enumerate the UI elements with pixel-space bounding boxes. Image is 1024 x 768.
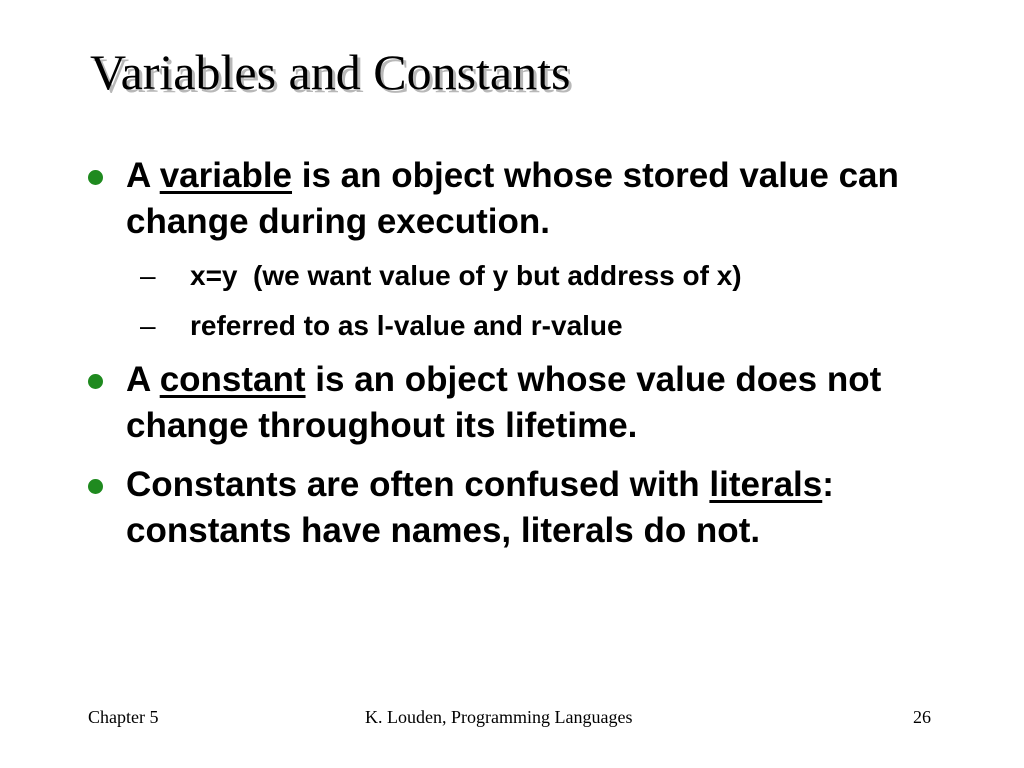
- subitem-text: x=y (we want value of y but address of x): [190, 260, 742, 291]
- bullet-text-pre: A: [126, 156, 160, 195]
- footer-page-number: 26: [913, 707, 931, 727]
- bullet-text-post: is an object whose value does not change throughout its lifetime.: [126, 360, 882, 445]
- dash-icon: –: [140, 310, 156, 341]
- bullet-text: [126, 462, 956, 554]
- subitem-text: referred to as l-value and r-value: [190, 310, 623, 341]
- slide-title: Variables and Constants: [90, 44, 571, 100]
- bullet-text-pre: A: [126, 360, 160, 399]
- bullet-text-post: is an object whose stored value can change during execution.: [126, 156, 899, 241]
- footer-chapter: Chapter 5: [88, 707, 159, 727]
- bullet-text-pre: Constants are often confused with: [126, 465, 710, 504]
- bullet-dot-icon: [88, 170, 103, 185]
- bullet-dot-icon: [88, 374, 103, 389]
- term-constant: constant: [159, 360, 306, 399]
- bullet-text-post: : constants have names, literals do not.: [126, 465, 834, 550]
- bullet-text: [126, 357, 956, 449]
- bullet-text: [126, 153, 956, 245]
- footer-author: K. Louden, Programming Languages: [365, 707, 633, 727]
- term-literals: literals: [709, 465, 823, 504]
- bullet-dot-icon: [88, 479, 103, 494]
- term-variable: variable: [159, 156, 293, 195]
- dash-icon: –: [140, 260, 156, 291]
